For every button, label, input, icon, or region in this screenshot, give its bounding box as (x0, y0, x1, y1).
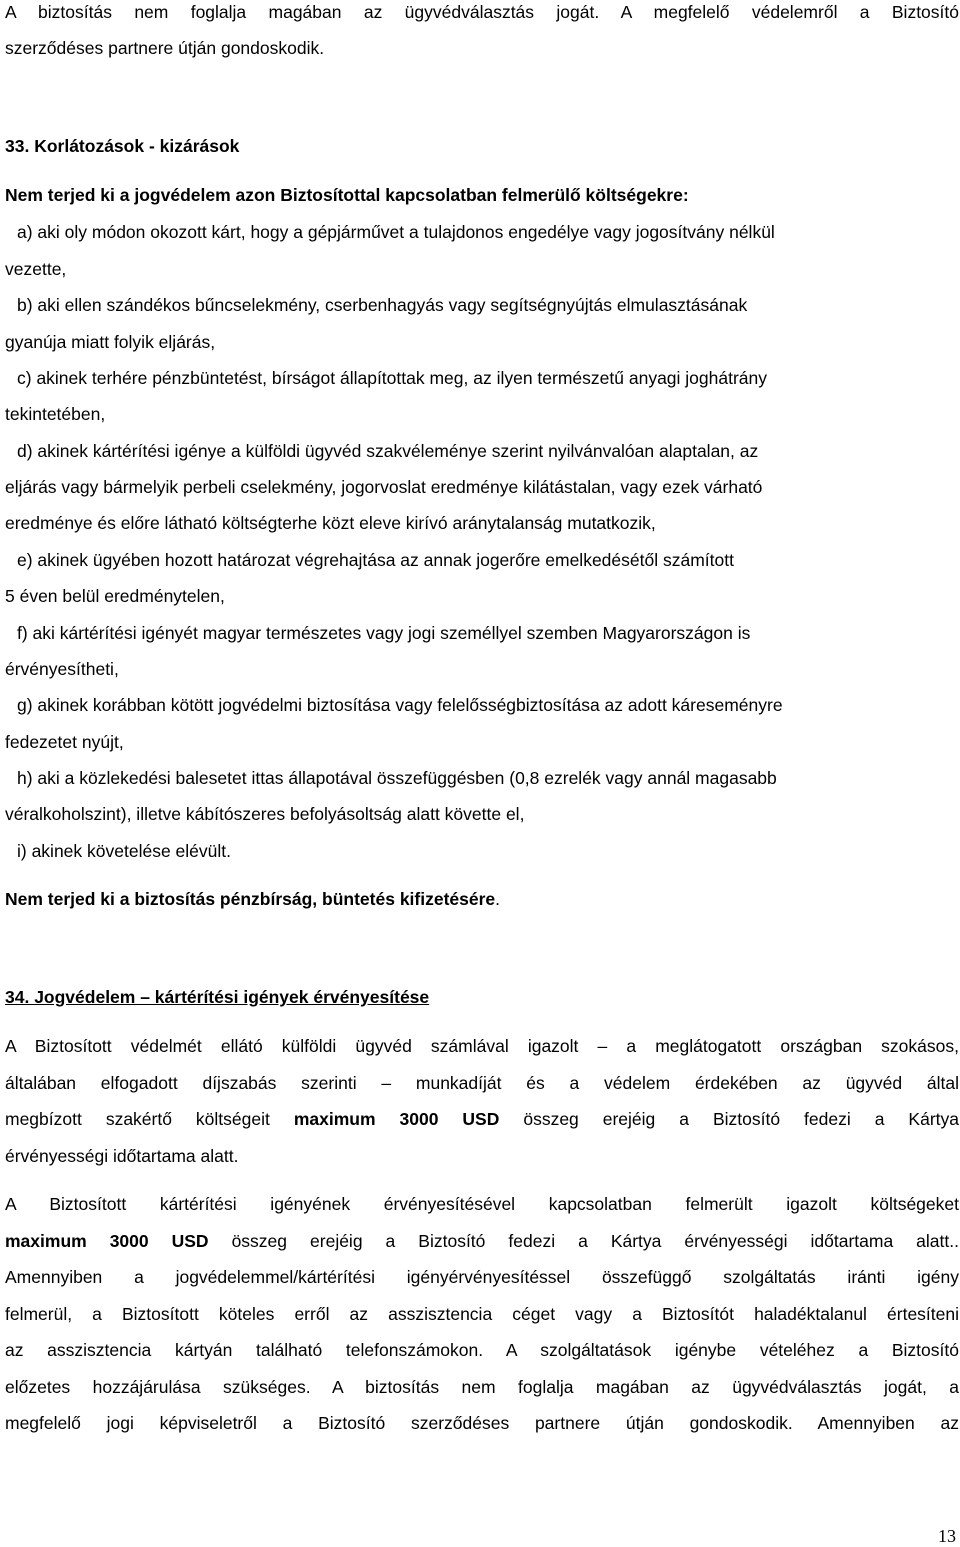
section-33-exclusion-note (5, 889, 500, 909)
list-item-d-cont: eredménye és előre látható költségterhe közt eleve kirívó aránytalanság mutatkozik, (5, 513, 656, 533)
text-line: szerződéses partnere útján gondoskodik. (5, 38, 325, 58)
text-run: összeg erejéig a Biztosító fedezi a Kártya (499, 1109, 959, 1129)
list-item-d: d) akinek kártérítési igénye a külföldi ügyvéd szakvéleménye szerint nyilvánvalóan alaptalan, az (17, 441, 759, 461)
text-line (5, 1231, 959, 1251)
text-line: A Biztosított kártérítési igényének érvényesítésével kapcsolatban felmerült igazolt költségeket (5, 1194, 959, 1214)
text-line: érvényességi időtartama alatt. (5, 1146, 239, 1166)
list-item-i: i) akinek követelése elévült. (17, 841, 231, 861)
section-33-title: 33. Korlátozások - kizárások (5, 136, 240, 156)
text-line: megfelelő jogi képviseletről a Biztosító szerződéses partnere útján gondoskodik. Amennyiben az (5, 1413, 959, 1433)
list-item-f: f) aki kártérítési igényét magyar természetes vagy jogi személlyel szemben Magyarországon is (17, 623, 751, 643)
list-item-f-cont: érvényesítheti, (5, 659, 119, 679)
list-item-c-cont: tekintetében, (5, 404, 106, 424)
text-line: Amennyiben a jogvédelemmel/kártérítési igényérvényesítéssel összefüggő szolgáltatás iránti igény (5, 1267, 959, 1287)
list-item-h-cont: véralkoholszint), illetve kábítószeres befolyásoltság alatt követte el, (5, 804, 525, 824)
list-item-e-cont: 5 éven belül eredménytelen, (5, 586, 225, 606)
amount-bold: maximum 3000 USD (5, 1231, 209, 1251)
exclusion-note-period: . (495, 889, 501, 909)
list-item-d-cont: eljárás vagy bármelyik perbeli cselekmény, jogorvoslat eredménye kilátástalan, vagy ezek várható (5, 477, 763, 497)
text-line: általában elfogadott díjszabás szerinti – munkadíját és a védelem érdekében az ügyvéd által (5, 1073, 959, 1093)
text-line: A biztosítás nem foglalja magában az ügyvédválasztás jogát. A megfelelő védelemről a Biztosító (5, 2, 959, 22)
list-item-h: h) aki a közlekedési balesetet ittas állapotával összefüggésben (0,8 ezrelék vagy annál magasabb (17, 768, 777, 788)
list-item-g: g) akinek korábban kötött jogvédelmi biztosítása vagy felelősségbiztosítása az adott káreseményre (17, 695, 783, 715)
list-item-e: e) akinek ügyében hozott határozat végrehajtása az annak jogerőre emelkedésétől számított (17, 550, 734, 570)
section-33-intro: Nem terjed ki a jogvédelem azon Biztosítottal kapcsolatban felmerülő költségekre: (5, 185, 689, 205)
text-line (5, 1109, 959, 1129)
amount-bold: maximum 3000 USD (293, 1109, 500, 1129)
text-line: az asszisztencia kártyán található telefonszámokon. A szolgáltatások igénybe vételéhez a Biztosító (5, 1340, 959, 1360)
list-item-b: b) aki ellen szándékos bűncselekmény, cserbenhagyás vagy segítségnyújtás elmulasztásának (17, 295, 748, 315)
text-line: előzetes hozzájárulása szükséges. A biztosítás nem foglalja magában az ügyvédválasztás jogát, a (5, 1377, 959, 1397)
text-run: megbízott szakértő költségeit (5, 1109, 294, 1129)
page-number: 13 (938, 1526, 956, 1546)
exclusion-note-bold: Nem terjed ki a biztosítás pénzbírság, büntetés kifizetésére (5, 889, 496, 909)
text-line: A Biztosított védelmét ellátó külföldi ügyvéd számlával igazolt – a meglátogatott országban szokásos, (5, 1036, 959, 1056)
text-run: összeg erejéig a Biztosító fedezi a Kártya érvényességi időtartama alatt.. (208, 1231, 959, 1251)
section-34-title: 34. Jogvédelem – kártérítési igények érvényesítése (5, 987, 430, 1007)
text-line: felmerül, a Biztosított köteles erről az asszisztencia céget vagy a Biztosítót haladéktalanul értesíteni (5, 1304, 959, 1324)
list-item-b-cont: gyanúja miatt folyik eljárás, (5, 332, 216, 352)
list-item-a-cont: vezette, (5, 259, 67, 279)
list-item-a: a) aki oly módon okozott kárt, hogy a gépjárművet a tulajdonos engedélye vagy jogosítvány nélkül (17, 222, 775, 242)
list-item-g-cont: fedezetet nyújt, (5, 732, 124, 752)
list-item-c: c) akinek terhére pénzbüntetést, bírságot állapítottak meg, az ilyen természetű anyagi joghátrány (17, 368, 768, 388)
